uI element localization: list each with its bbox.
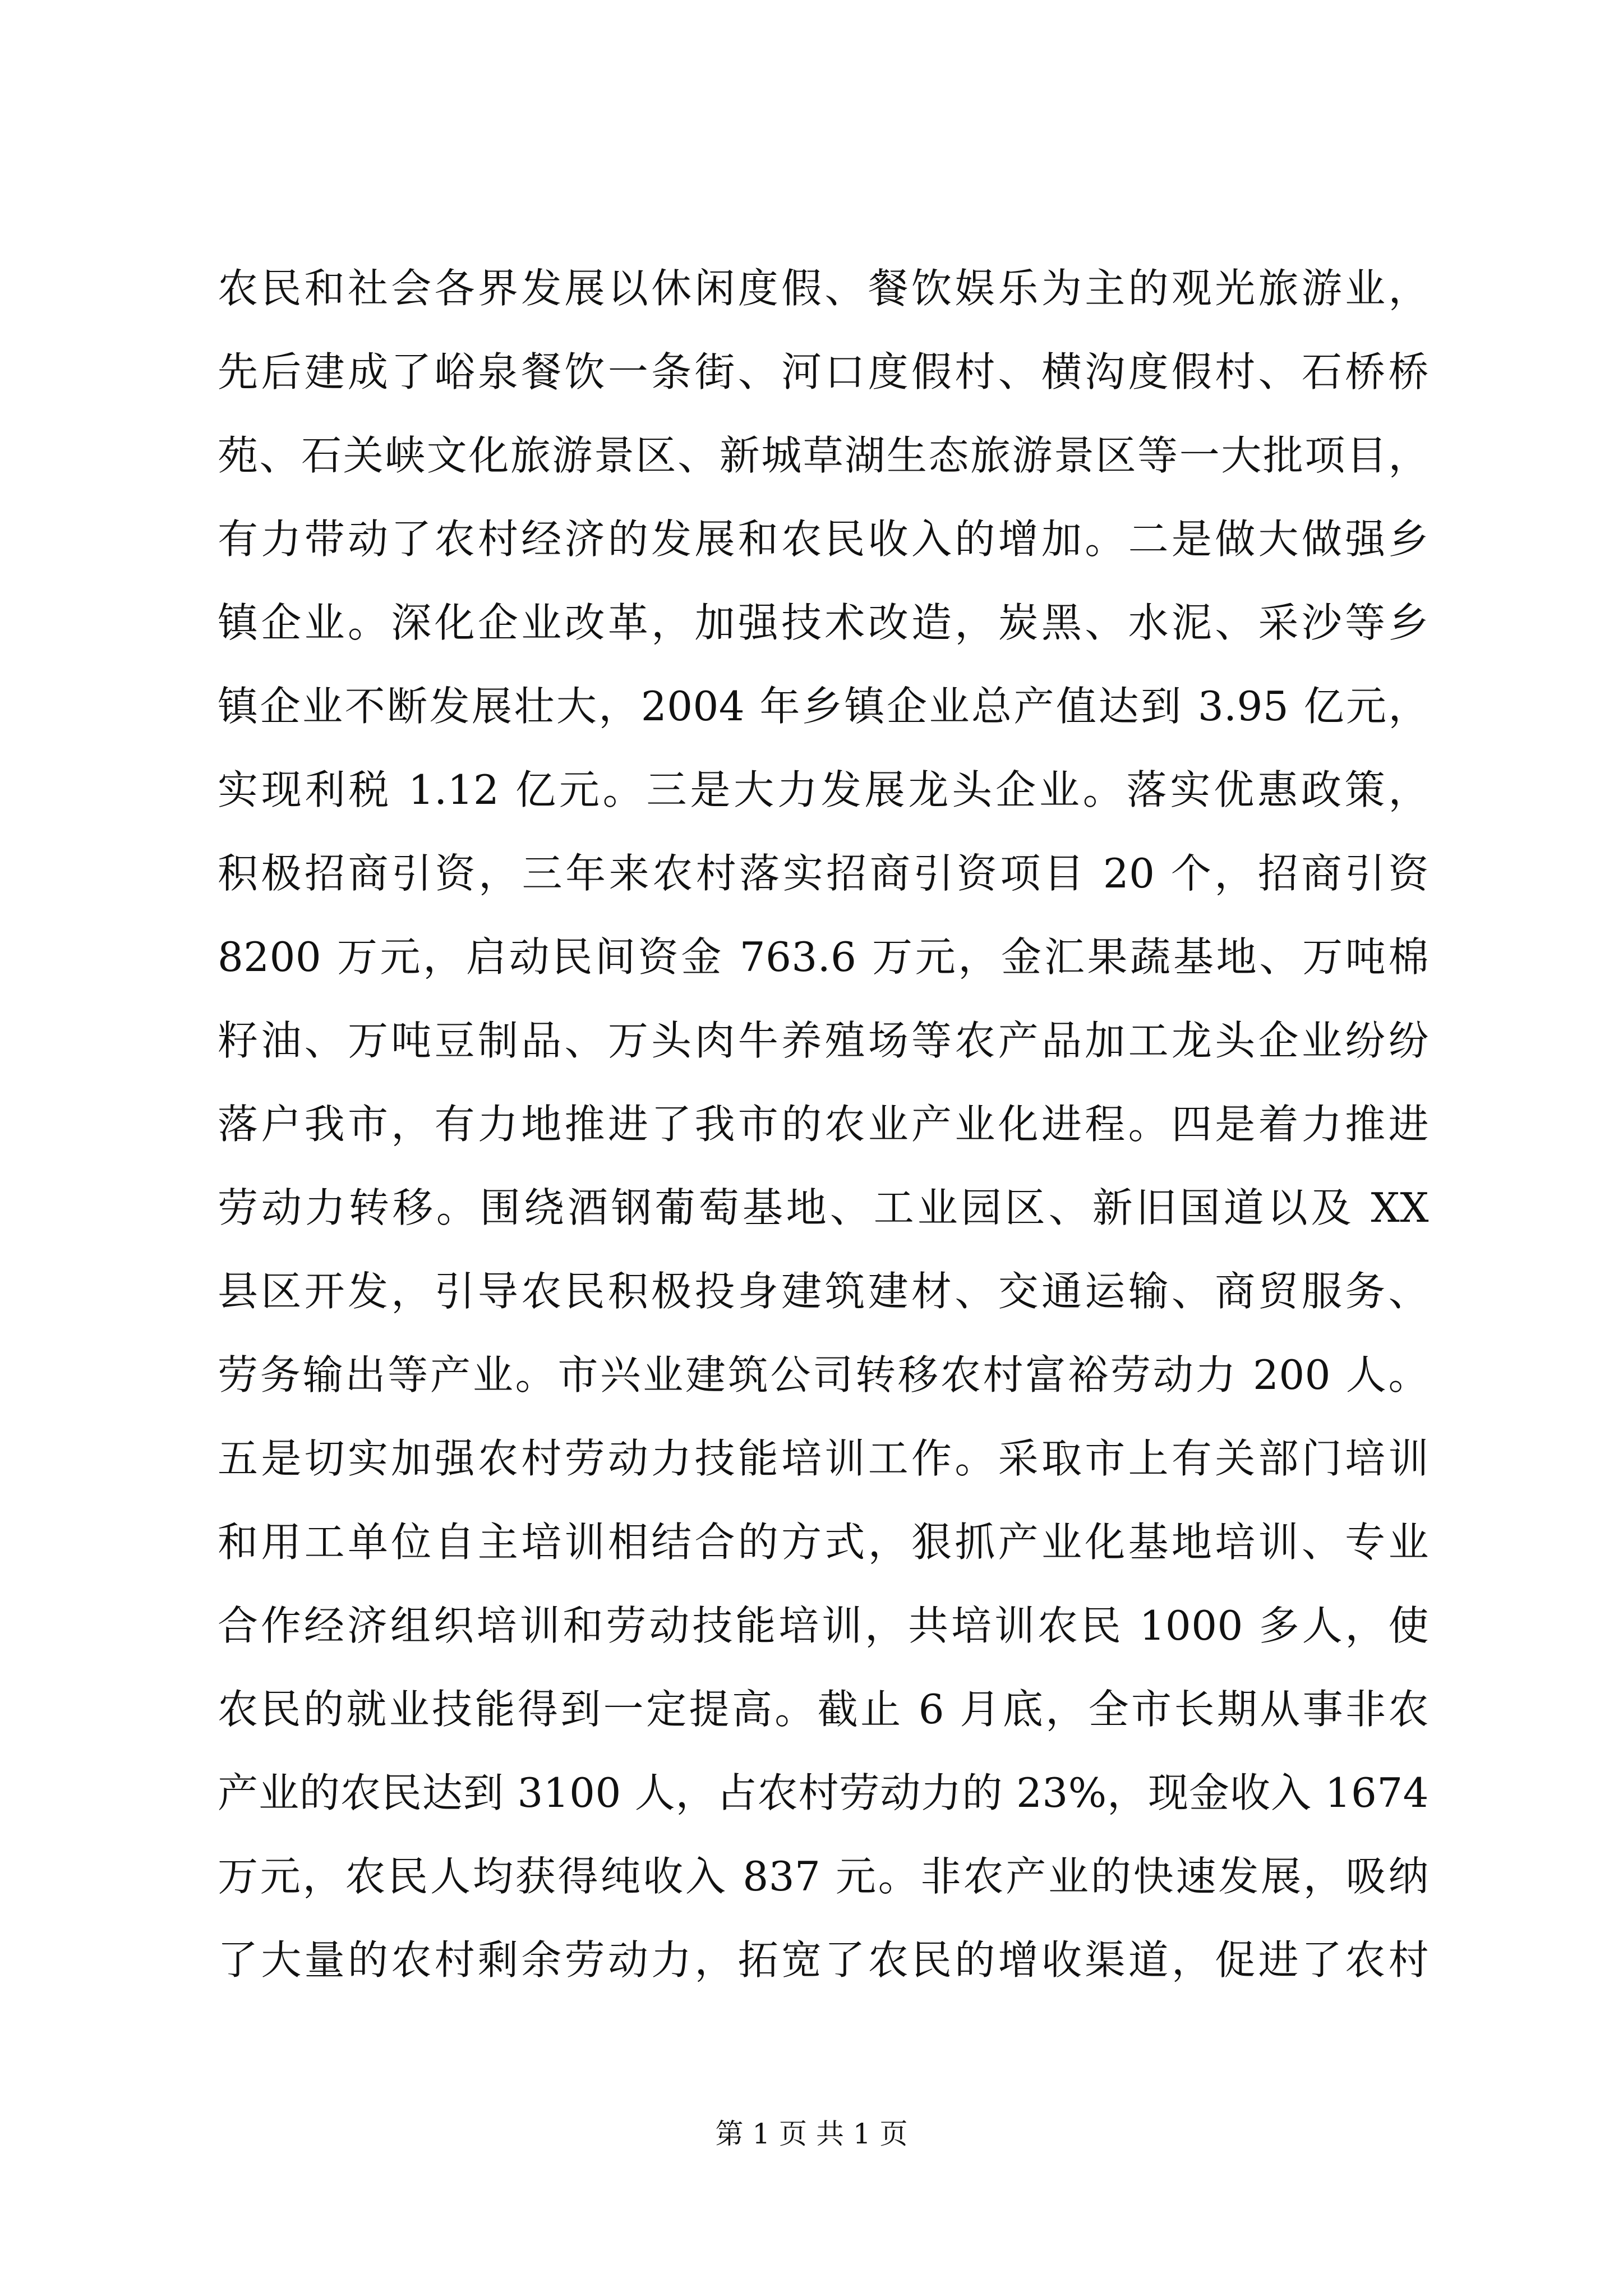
text-line: 产业的农民达到 3100 人，占农村劳动力的 23%，现金收入 1674 [218,1769,1429,1816]
text-line: 劳务输出等产业。市兴业建筑公司转移农村富裕劳动力 200 人。 [218,1351,1429,1398]
page-footer: 第 1 页 共 1 页 [715,2118,908,2150]
text-line: 实现利税 1.12 亿元。三是大力发展龙头企业。落实优惠政策， [218,766,1429,813]
text-line: 农民的就业技能得到一定提高。截止 6 月底，全市长期从事非农 [218,1686,1429,1733]
body-text [218,247,1429,2002]
text-line: 苑、石关峡文化旅游景区、新城草湖生态旅游景区等一大批项目， [218,432,1429,479]
text-line: 万元，农民人均获得纯收入 837 元。非农产业的快速发展，吸纳 [218,1853,1429,1900]
text-line: 积极招商引资，三年来农村落实招商引资项目 20 个，招商引资 [218,850,1429,897]
text-line: 劳动力转移。围绕酒钢葡萄基地、工业园区、新旧国道以及 XX [218,1184,1429,1231]
text-line: 8200 万元，启动民间资金 763.6 万元，金汇果蔬基地、万吨棉 [218,933,1429,981]
text-line: 先后建成了峪泉餐饮一条街、河口度假村、横沟度假村、石桥桥 [218,348,1429,395]
text-line: 了大量的农村剩余劳动力，拓宽了农民的增收渠道，促进了农村 [218,1936,1429,1984]
text-line: 镇企业。深化企业改革，加强技术改造，炭黑、水泥、采沙等乡 [218,599,1429,646]
text-line: 落户我市，有力地推进了我市的农业产业化进程。四是着力推进 [218,1101,1429,1148]
text-line: 有力带动了农村经济的发展和农民收入的增加。二是做大做强乡 [218,516,1429,563]
text-line: 和用工单位自主培训相结合的方式，狠抓产业化基地培训、专业 [218,1519,1429,1566]
text-line: 合作经济组织培训和劳动技能培训，共培训农民 1000 多人，使 [218,1602,1429,1649]
text-line: 五是切实加强农村劳动力技能培训工作。采取市上有关部门培训 [218,1435,1429,1482]
text-line: 籽油、万吨豆制品、万头肉牛养殖场等农产品加工龙头企业纷纷 [218,1017,1429,1064]
text-line: 镇企业不断发展壮大，2004 年乡镇企业总产值达到 3.95 亿元， [218,683,1429,730]
text-line: 农民和社会各界发展以休闲度假、餐饮娱乐为主的观光旅游业， [218,265,1429,312]
text-line: 县区开发，引导农民积极投身建筑建材、交通运输、商贸服务、 [218,1268,1429,1315]
